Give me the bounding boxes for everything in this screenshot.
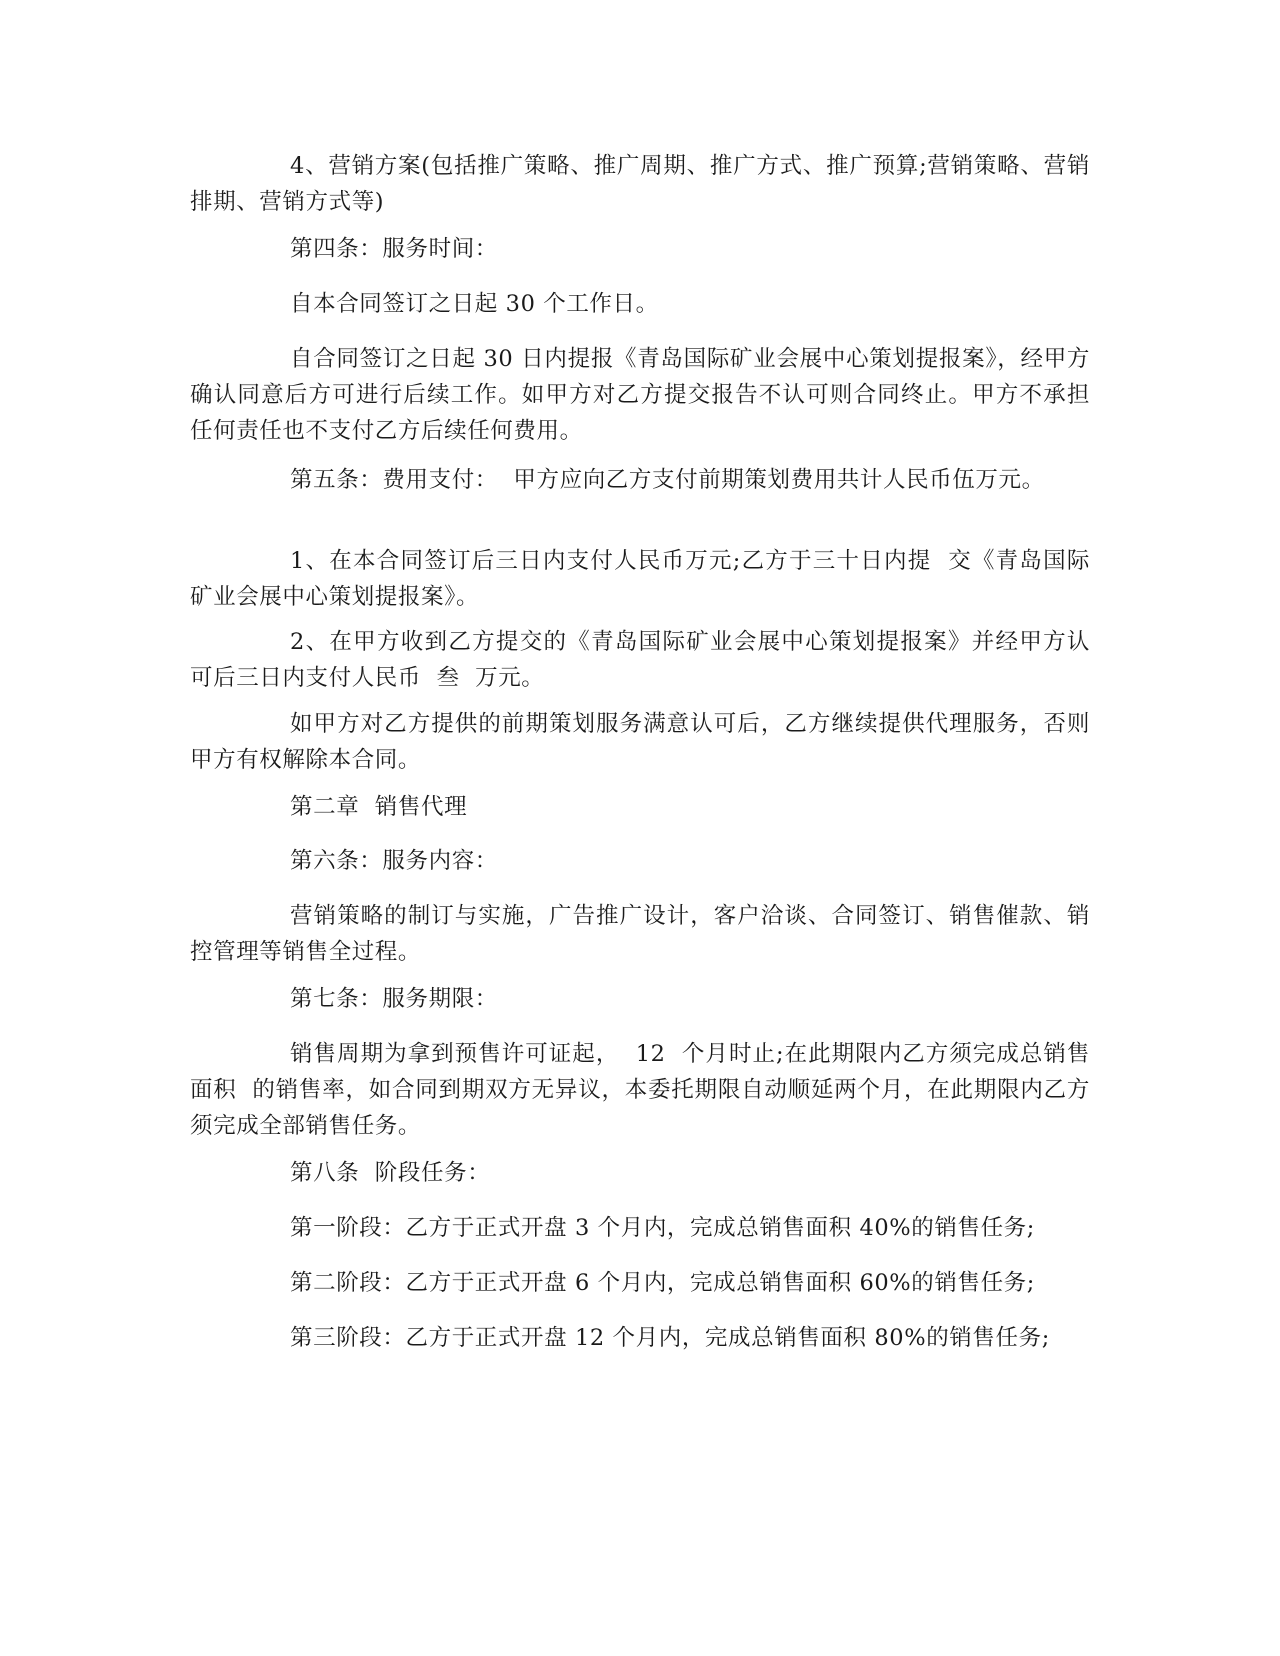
paragraph-service-period: 销售周期为拿到预售许可证起， 12 个月时止;在此期限内乙方须完成总销售面积 的销售率，如合同到期双方无异议，本委托期限自动顺延两个月，在此期限内乙方须完成全部销售任务。 xyxy=(190,1041,1090,1139)
heading-article-4: 第四条：服务时间： xyxy=(290,236,498,262)
paragraph-continuation: 如甲方对乙方提供的前期策划服务满意认可后，乙方继续提供代理服务，否则甲方有权解除本合同。 xyxy=(190,711,1090,773)
paragraph-stage-1: 第一阶段：乙方于正式开盘 3 个月内，完成总销售面积 40%的销售任务; xyxy=(290,1215,1035,1241)
heading-article-5: 第五条：费用支付： 甲方应向乙方支付前期策划费用共计人民币伍万元。 xyxy=(290,467,1045,493)
paragraph-stage-3: 第三阶段：乙方于正式开盘 12 个月内，完成总销售面积 80%的销售任务; xyxy=(290,1325,1050,1351)
paragraph-service-time: 自本合同签订之日起 30 个工作日。 xyxy=(290,291,659,317)
paragraph-stage-2: 第二阶段：乙方于正式开盘 6 个月内，完成总销售面积 60%的销售任务; xyxy=(290,1270,1035,1296)
paragraph-payment-2: 2、在甲方收到乙方提交的《青岛国际矿业会展中心策划提报案》并经甲方认可后三日内支付人民币 叁 万元。 xyxy=(190,629,1090,691)
paragraph-payment-1: 1、在本合同签订后三日内支付人民币万元;乙方于三十日内提 交《青岛国际矿业会展中心策划提报案》。 xyxy=(190,548,1090,610)
paragraph-marketing-plan: 4、营销方案(包括推广策略、推广周期、推广方式、推广预算;营销策略、营销排期、营销方式等) xyxy=(190,153,1090,215)
heading-article-8: 第八条 阶段任务： xyxy=(290,1160,491,1186)
heading-article-7: 第七条：服务期限： xyxy=(290,986,498,1012)
paragraph-proposal-deadline: 自合同签订之日起 30 日内提报《青岛国际矿业会展中心策划提报案》，经甲方确认同意后方可进行后续工作。如甲方对乙方提交报告不认可则合同终止。甲方不承担任何责任也不支付乙方后续任何费用。 xyxy=(190,346,1090,444)
heading-chapter-2: 第二章 销售代理 xyxy=(290,794,468,820)
paragraph-service-content: 营销策略的制订与实施，广告推广设计，客户洽谈、合同签订、销售催款、销控管理等销售全过程。 xyxy=(190,903,1090,965)
heading-article-6: 第六条：服务内容： xyxy=(290,848,498,874)
